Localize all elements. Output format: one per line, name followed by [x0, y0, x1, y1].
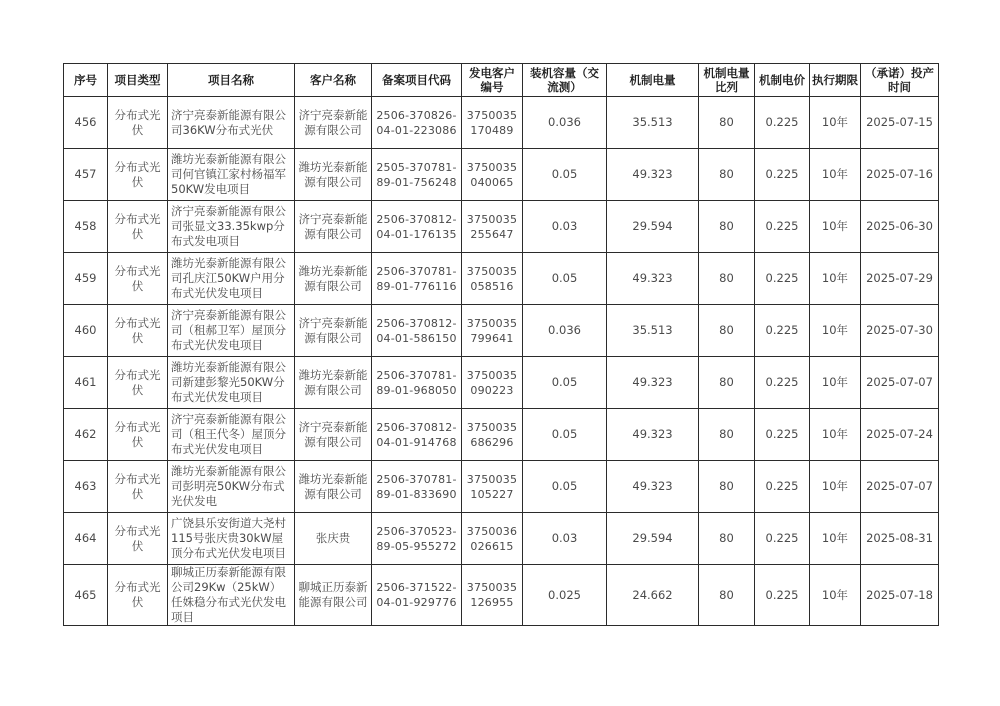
row-number: 464 [64, 513, 108, 565]
project-name: 济宁亮泰新能源有限公司36KW分布式光伏 [168, 97, 295, 149]
capacity: 0.025 [523, 565, 607, 626]
project-type: 分布式光伏 [108, 305, 168, 357]
project-type: 分布式光伏 [108, 97, 168, 149]
header-cell: 发电客户编号 [462, 64, 523, 97]
project-type: 分布式光伏 [108, 357, 168, 409]
capacity: 0.05 [523, 409, 607, 461]
project-name: 潍坊光泰新能源有限公司彭明亮50KW分布式光伏发电 [168, 461, 295, 513]
mechanism-price: 0.225 [755, 253, 810, 305]
commissioning-date: 2025-06-30 [861, 201, 939, 253]
row-number: 462 [64, 409, 108, 461]
mechanism-energy: 49.323 [607, 149, 699, 201]
mechanism-energy: 49.323 [607, 461, 699, 513]
term: 10年 [810, 565, 861, 626]
mechanism-price: 0.225 [755, 513, 810, 565]
commissioning-date: 2025-07-15 [861, 97, 939, 149]
customer-number: 3750035686296 [462, 409, 523, 461]
mechanism-price: 0.225 [755, 409, 810, 461]
energy-ratio: 80 [699, 201, 755, 253]
project-type: 分布式光伏 [108, 253, 168, 305]
capacity: 0.03 [523, 201, 607, 253]
header-cell: 机制电量比列 [699, 64, 755, 97]
mechanism-price: 0.225 [755, 149, 810, 201]
customer-number: 3750035255647 [462, 201, 523, 253]
capacity: 0.03 [523, 513, 607, 565]
customer-number: 3750035090223 [462, 357, 523, 409]
mechanism-price: 0.225 [755, 565, 810, 626]
row-number: 459 [64, 253, 108, 305]
commissioning-date: 2025-08-31 [861, 513, 939, 565]
customer-number: 3750035170489 [462, 97, 523, 149]
customer-name: 潍坊光泰新能源有限公司 [295, 357, 372, 409]
term: 10年 [810, 253, 861, 305]
energy-ratio: 80 [699, 565, 755, 626]
project-type: 分布式光伏 [108, 461, 168, 513]
table-header-row [64, 64, 939, 97]
capacity: 0.05 [523, 253, 607, 305]
mechanism-energy: 29.594 [607, 513, 699, 565]
customer-number: 3750035040065 [462, 149, 523, 201]
row-number: 457 [64, 149, 108, 201]
header-cell: 备案项目代码 [372, 64, 462, 97]
term: 10年 [810, 97, 861, 149]
capacity: 0.036 [523, 97, 607, 149]
project-name: 济宁亮泰新能源有限公司（租郝卫军）屋顶分布式光伏发电项目 [168, 305, 295, 357]
term: 10年 [810, 513, 861, 565]
mechanism-price: 0.225 [755, 305, 810, 357]
commissioning-date: 2025-07-24 [861, 409, 939, 461]
filing-code: 2506-370812-04-01-586150 [372, 305, 462, 357]
table-row [64, 253, 939, 305]
term: 10年 [810, 461, 861, 513]
term: 10年 [810, 357, 861, 409]
project-name: 潍坊光泰新能源有限公司何官镇江家村杨福军50KW发电项目 [168, 149, 295, 201]
customer-number: 3750035799641 [462, 305, 523, 357]
mechanism-energy: 29.594 [607, 201, 699, 253]
header-cell: 序号 [64, 64, 108, 97]
customer-number: 3750035126955 [462, 565, 523, 626]
customer-number: 3750036026615 [462, 513, 523, 565]
mechanism-energy: 49.323 [607, 409, 699, 461]
header-cell: 项目类型 [108, 64, 168, 97]
row-number: 456 [64, 97, 108, 149]
filing-code: 2506-370781-89-01-833690 [372, 461, 462, 513]
mechanism-energy: 24.662 [607, 565, 699, 626]
commissioning-date: 2025-07-30 [861, 305, 939, 357]
capacity: 0.05 [523, 357, 607, 409]
header-cell: 项目名称 [168, 64, 295, 97]
filing-code: 2506-370826-04-01-223086 [372, 97, 462, 149]
header-cell: 机制电价 [755, 64, 810, 97]
mechanism-energy: 35.513 [607, 97, 699, 149]
project-table [63, 63, 939, 626]
filing-code: 2506-370781-89-01-776116 [372, 253, 462, 305]
commissioning-date: 2025-07-07 [861, 357, 939, 409]
customer-name: 济宁亮泰新能源有限公司 [295, 305, 372, 357]
commissioning-date: 2025-07-16 [861, 149, 939, 201]
header-cell: 客户名称 [295, 64, 372, 97]
energy-ratio: 80 [699, 97, 755, 149]
table-row [64, 513, 939, 565]
capacity: 0.036 [523, 305, 607, 357]
energy-ratio: 80 [699, 357, 755, 409]
term: 10年 [810, 409, 861, 461]
project-type: 分布式光伏 [108, 201, 168, 253]
project-type: 分布式光伏 [108, 149, 168, 201]
mechanism-price: 0.225 [755, 461, 810, 513]
row-number: 461 [64, 357, 108, 409]
customer-name: 潍坊光泰新能源有限公司 [295, 461, 372, 513]
filing-code: 2506-370781-89-01-968050 [372, 357, 462, 409]
mechanism-price: 0.225 [755, 357, 810, 409]
commissioning-date: 2025-07-29 [861, 253, 939, 305]
customer-name: 济宁亮泰新能源有限公司 [295, 201, 372, 253]
table-row [64, 357, 939, 409]
filing-code: 2506-370523-89-05-955272 [372, 513, 462, 565]
table-row [64, 97, 939, 149]
energy-ratio: 80 [699, 513, 755, 565]
table-row [64, 565, 939, 626]
row-number: 465 [64, 565, 108, 626]
header-cell: 机制电量 [607, 64, 699, 97]
customer-name: 潍坊光泰新能源有限公司 [295, 253, 372, 305]
table-row [64, 409, 939, 461]
customer-name: 聊城正历泰新能源有限公司 [295, 565, 372, 626]
customer-name: 张庆贵 [295, 513, 372, 565]
project-name: 聊城正历泰新能源有限公司29Kw（25kW）任姝稳分布式光伏发电项目 [168, 565, 295, 626]
customer-name: 济宁亮泰新能源有限公司 [295, 97, 372, 149]
energy-ratio: 80 [699, 253, 755, 305]
project-name: 济宁亮泰新能源有限公司张显文33.35kwp分布式发电项目 [168, 201, 295, 253]
energy-ratio: 80 [699, 409, 755, 461]
table-row [64, 149, 939, 201]
filing-code: 2505-370781-89-01-756248 [372, 149, 462, 201]
mechanism-energy: 35.513 [607, 305, 699, 357]
mechanism-energy: 49.323 [607, 357, 699, 409]
table-row [64, 201, 939, 253]
energy-ratio: 80 [699, 305, 755, 357]
header-cell: 执行期限 [810, 64, 861, 97]
customer-number: 3750035058516 [462, 253, 523, 305]
project-type: 分布式光伏 [108, 565, 168, 626]
capacity: 0.05 [523, 149, 607, 201]
mechanism-energy: 49.323 [607, 253, 699, 305]
row-number: 460 [64, 305, 108, 357]
customer-name: 潍坊光泰新能源有限公司 [295, 149, 372, 201]
filing-code: 2506-371522-04-01-929776 [372, 565, 462, 626]
customer-number: 3750035105227 [462, 461, 523, 513]
filing-code: 2506-370812-04-01-914768 [372, 409, 462, 461]
project-name: 潍坊光泰新能源有限公司新建彭黎光50KW分布式光伏发电项目 [168, 357, 295, 409]
project-type: 分布式光伏 [108, 409, 168, 461]
term: 10年 [810, 201, 861, 253]
project-type: 分布式光伏 [108, 513, 168, 565]
mechanism-price: 0.225 [755, 97, 810, 149]
energy-ratio: 80 [699, 461, 755, 513]
row-number: 463 [64, 461, 108, 513]
term: 10年 [810, 305, 861, 357]
mechanism-price: 0.225 [755, 201, 810, 253]
filing-code: 2506-370812-04-01-176135 [372, 201, 462, 253]
project-name: 广饶县乐安街道大尧村115号张庆贵30kW屋顶分布式光伏发电项目 [168, 513, 295, 565]
table-row [64, 461, 939, 513]
header-cell: 装机容量（交流测） [523, 64, 607, 97]
row-number: 458 [64, 201, 108, 253]
term: 10年 [810, 149, 861, 201]
header-cell: （承诺）投产时间 [861, 64, 939, 97]
customer-name: 济宁亮泰新能源有限公司 [295, 409, 372, 461]
table-body [64, 97, 939, 626]
energy-ratio: 80 [699, 149, 755, 201]
project-name: 潍坊光泰新能源有限公司孔庆江50KW户用分布式光伏发电项目 [168, 253, 295, 305]
commissioning-date: 2025-07-18 [861, 565, 939, 626]
project-name: 济宁亮泰新能源有限公司（租王代冬）屋顶分布式光伏发电项目 [168, 409, 295, 461]
capacity: 0.05 [523, 461, 607, 513]
commissioning-date: 2025-07-07 [861, 461, 939, 513]
table-row [64, 305, 939, 357]
